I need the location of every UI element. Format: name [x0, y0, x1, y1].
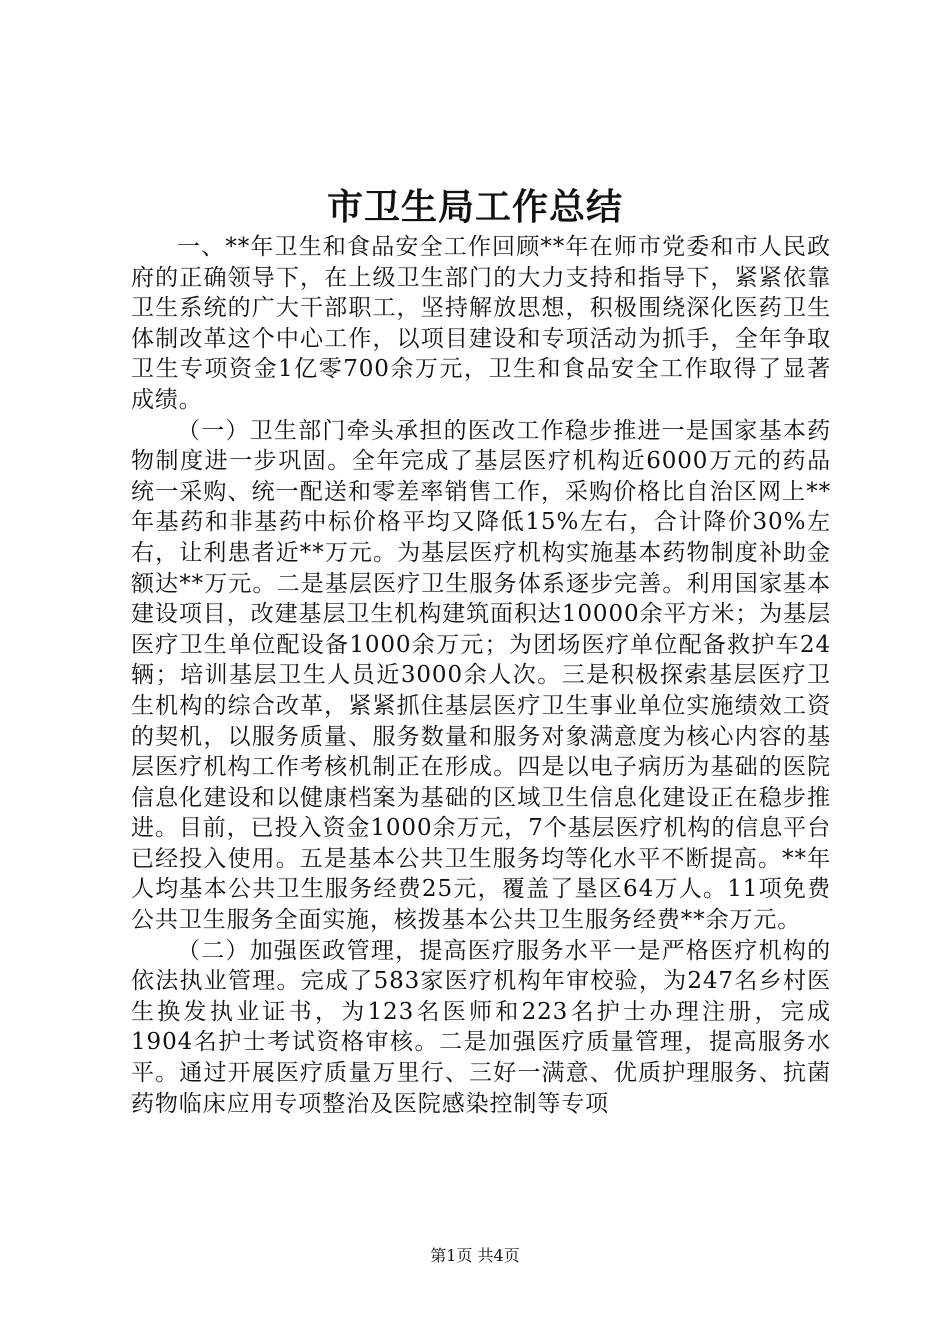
page-footer: 第1页 共4页: [430, 1246, 520, 1265]
paragraph-1: 一、**年卫生和食品安全工作回顾**年在师市党委和市人民政府的正确领导下，在上级卫生部门的大力支持和指导下，紧紧依靠卫生系统的广大干部职工，坚持解放思想，积极围绕深化医药卫生体制改革这个中心工作，以项目建设和专项活动为抓手，全年争取卫生专项资金1亿零700余万元，卫生和食品安全工作取得了显著成绩。: [131, 234, 831, 413]
document-body: [131, 232, 831, 1119]
paragraph-3: （二）加强医政管理，提高医疗服务水平一是严格医疗机构的依法执业管理。完成了583家医疗机构年审校验，为247名乡村医生换发执业证书，为123名医师和223名护士办理注册，完成1904名护士考试资格审核。二是加强医疗质量管理，提高服务水平。通过开展医疗质量万里行、三好一满意、优质护理服务、抗菌药物临床应用专项整治及医院感染控制等专项: [131, 937, 831, 1117]
paragraph-2: （一）卫生部门牵头承担的医改工作稳步推进一是国家基本药物制度进一步巩固。全年完成了基层医疗机构近6000万元的药品统一采购、统一配送和零差率销售工作，采购价格比自治区网上**年基药和非基药中标价格平均又降低15%左右，合计降价30%左右，让利患者近**万元。为基层医疗机构实施基本药物制度补助金额达**万元。二是基层医疗卫生服务体系逐步完善。利用国家基本建设项目，改建基层卫生机构建筑面积达10000余平方米；为基层医疗卫生单位配设备1000余万元；为团场医疗单位配备救护车24辆；培训基层卫生人员近3000余人次。三是积极探索基层医疗卫生机构的综合改革，紧紧抓住基层医疗卫生事业单位实施绩效工资的契机，以服务质量、服务数量和服务对象满意度为核心内容的基层医疗机构工作考核机制正在形成。四是以电子病历为基础的医院信息化建设和以健康档案为基础的区域卫生信息化建设正在稳步推进。目前，已投入资金1000余万元，7个基层医疗机构的信息平台已经投入使用。五是基本公共卫生服务均等化水平不断提高。**年人均基本公共卫生服务经费25元，覆盖了垦区64万人。11项免费公共卫生服务全面实施，核拨基本公共卫生服务经费**余万元。: [131, 417, 831, 934]
document-title: 市卫生局工作总结: [326, 186, 623, 228]
